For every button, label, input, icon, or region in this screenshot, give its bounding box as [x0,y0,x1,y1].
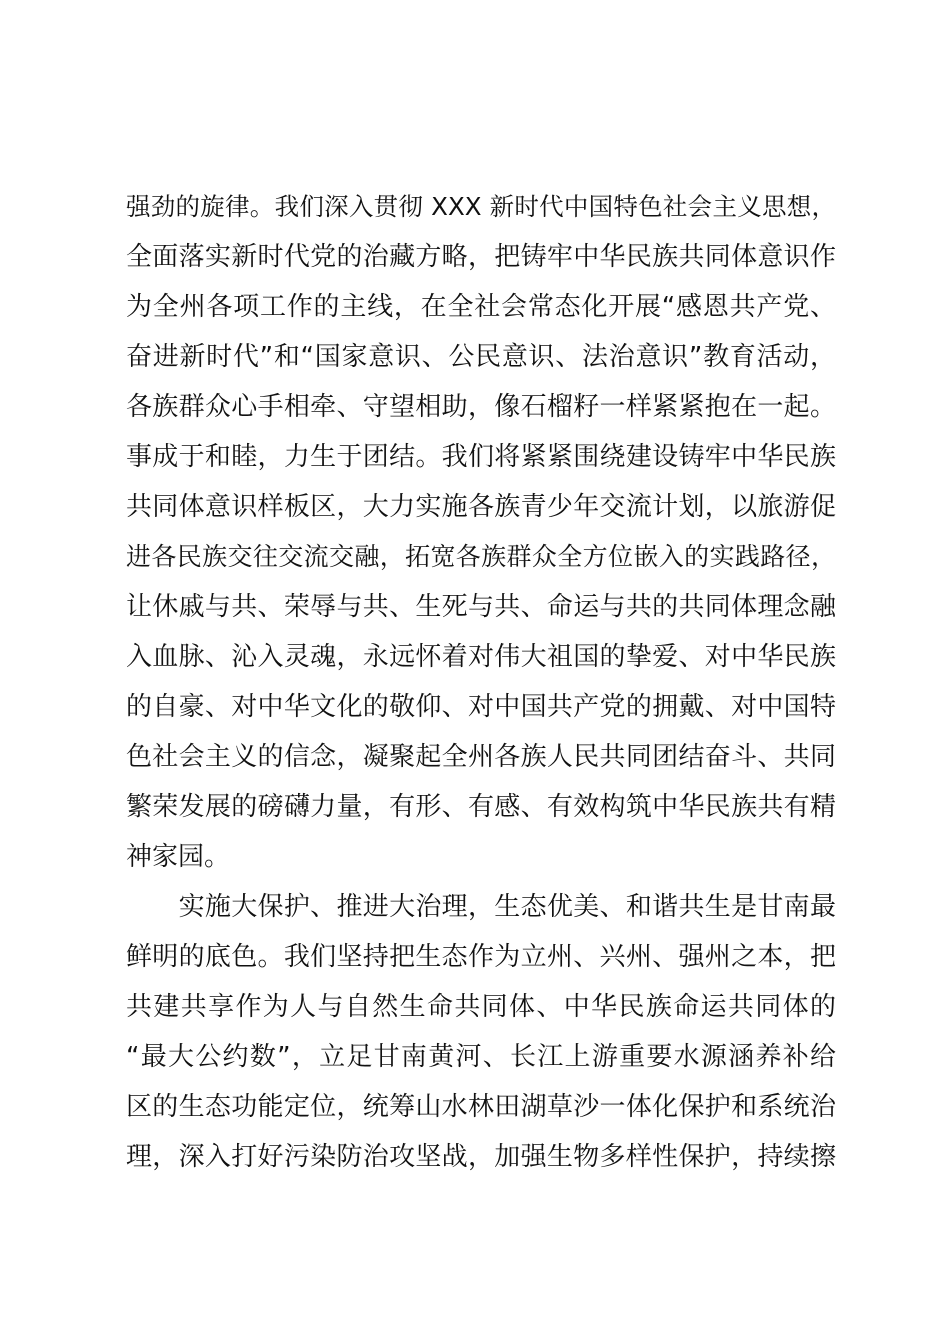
body-text [126,182,836,1182]
text-line: 理，深入打好污染防治攻坚战，加强生物多样性保护，持续擦 [126,1142,836,1172]
text-line: 共建共享作为人与自然生命共同体、中华民族命运共同体的 [126,992,836,1022]
text-line: 进各民族交往交流交融，拓宽各族群众全方位嵌入的实践路径， [126,542,836,571]
text-line: 繁荣发展的磅礴力量，有形、有感、有效构筑中华民族共有精 [126,792,836,822]
paragraph-start-line: 实施大保护、推进大治理，生态优美、和谐共生是甘南最 [126,892,836,922]
text-line: 神家园。 [126,842,231,872]
text-line: 奋进新时代”和“国家意识、公民意识、法治意识”教育活动， [126,342,836,372]
text-line: “最大公约数”，立足甘南黄河、长江上游重要水源涵养补给 [126,1042,836,1072]
text-line: 事成于和睦，力生于团结。我们将紧紧围绕建设铸牢中华民族 [126,442,836,472]
text-line: 区的生态功能定位，统筹山水林田湖草沙一体化保护和系统治 [126,1092,836,1122]
text-line: 共同体意识样板区，大力实施各族青少年交流计划，以旅游促 [126,492,836,522]
text-line: 的自豪、对中华文化的敬仰、对中国共产党的拥戴、对中国特 [126,692,836,722]
text-line: 入血脉、沁入灵魂，永远怀着对伟大祖国的挚爱、对中华民族 [126,642,836,672]
text-line: 全面落实新时代党的治藏方略，把铸牢中华民族共同体意识作 [126,242,836,272]
text-line: 各族群众心手相牵、守望相助，像石榴籽一样紧紧抱在一起。 [126,392,836,422]
text-line: 强劲的旋律。我们深入贯彻 XXX 新时代中国特色社会主义思想， [126,192,836,221]
text-line: 色社会主义的信念，凝聚起全州各族人民共同团结奋斗、共同 [126,742,836,772]
text-line: 为全州各项工作的主线，在全社会常态化开展“感恩共产党、 [126,292,836,322]
text-line: 鲜明的底色。我们坚持把生态作为立州、兴州、强州之本，把 [126,942,836,972]
text-line: 让休戚与共、荣辱与共、生死与共、命运与共的共同体理念融 [126,592,836,622]
